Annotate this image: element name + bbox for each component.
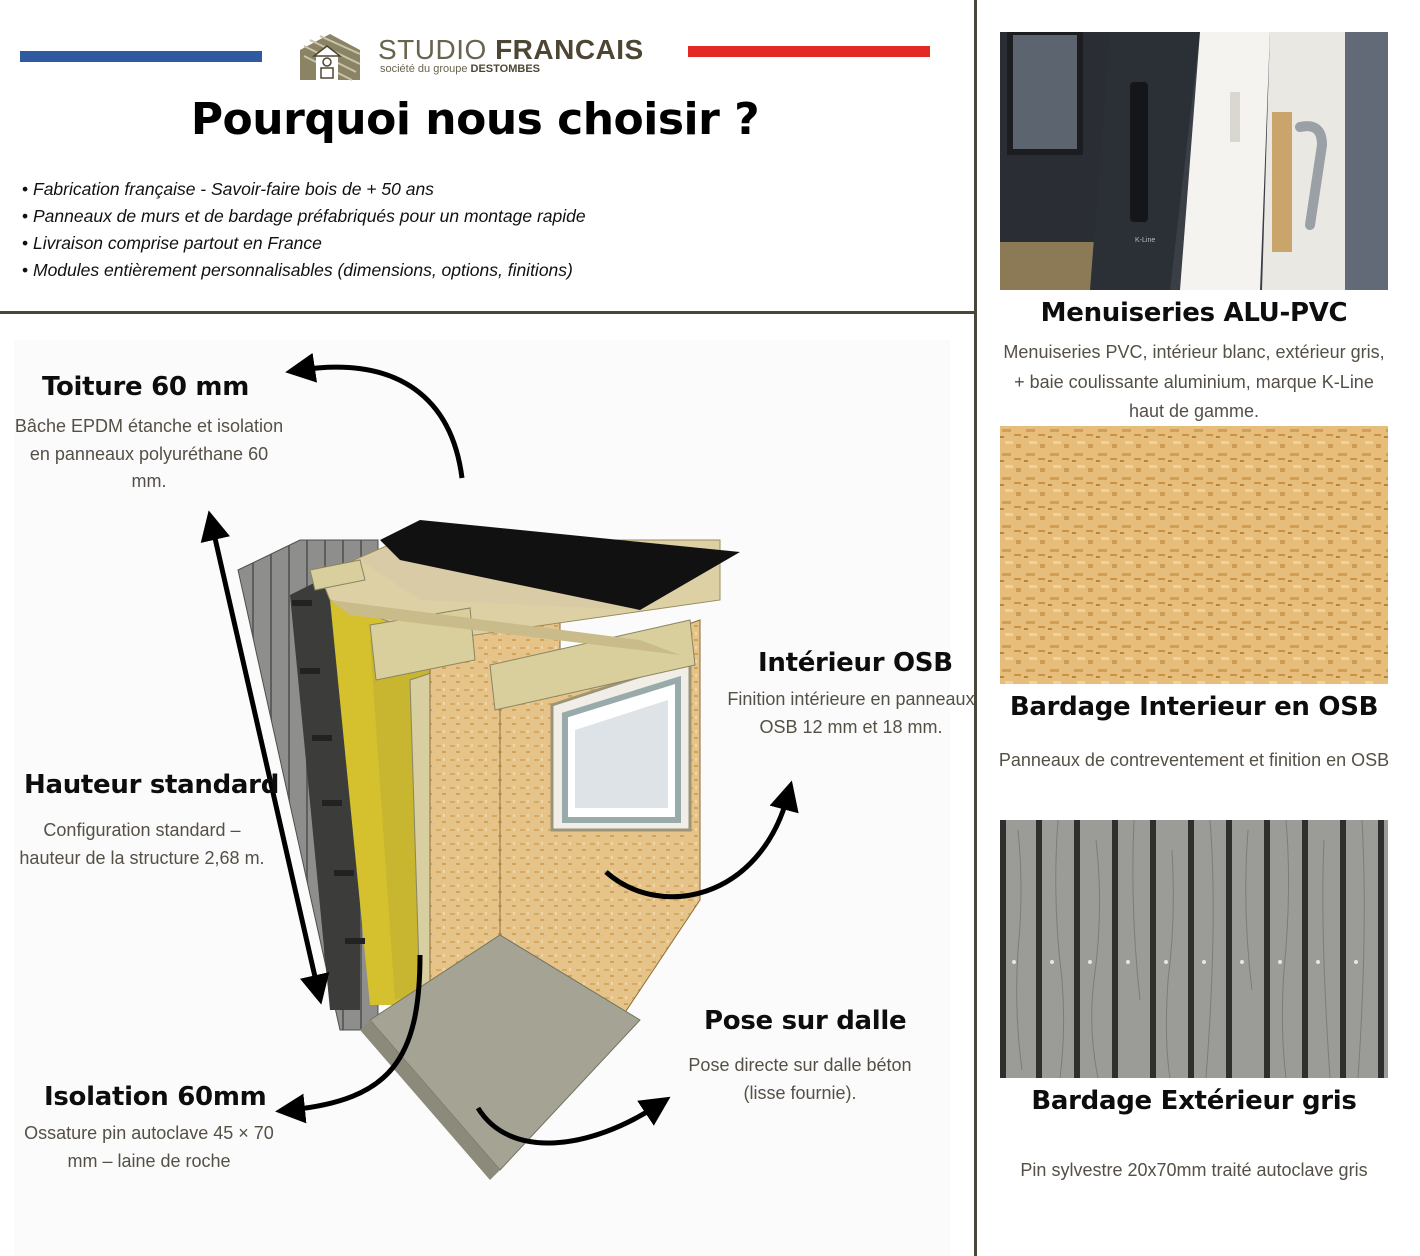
studio-francais-logo[interactable] xyxy=(296,32,676,82)
kline-photo-label: K-Line xyxy=(1135,237,1156,244)
list-item: • Modules entièrement personnalisables (dimensions, options, finitions) xyxy=(22,257,962,284)
toiture-description: Bâche EPDM étanche et isolation en panneaux polyuréthane 60 mm. xyxy=(14,416,284,491)
logo-tagline: société du groupe DESTOMBES xyxy=(380,63,540,75)
page-title: Pourquoi nous choisir ? xyxy=(190,94,760,145)
list-item: • Panneaux de murs et de bardage préfabriqués pour un montage rapide xyxy=(22,203,962,230)
toiture-title: Toiture 60 mm xyxy=(42,372,250,402)
vertical-divider xyxy=(974,0,977,1256)
osb-texture-photo xyxy=(1000,426,1388,684)
hauteur-title: Hauteur standard xyxy=(24,770,280,800)
bardage-exterieur-title: Bardage Extérieur gris xyxy=(1031,1086,1357,1116)
flag-stripe-red xyxy=(688,46,930,57)
horizontal-divider xyxy=(0,311,976,314)
bardage-exterieur-description: Pin sylvestre 20x70mm traité autoclave gris xyxy=(1020,1160,1368,1180)
grey-siding-photo xyxy=(1000,820,1388,1078)
interieur-description: Finition intérieure en panneaux OSB 12 mm et 18 mm. xyxy=(727,689,975,737)
pose-title: Pose sur dalle xyxy=(704,1006,907,1036)
isolation-title: Isolation 60mm xyxy=(44,1082,267,1112)
isolation-description: Ossature pin autoclave 45 × 70 mm – laine de roche xyxy=(24,1123,274,1171)
list-item: • Livraison comprise partout en France xyxy=(22,230,962,257)
flag-stripe-blue xyxy=(20,51,262,62)
bardage-interieur-title: Bardage Interieur en OSB xyxy=(1009,692,1379,722)
bardage-interieur-description: Panneaux de contreventement et finition en OSB xyxy=(998,750,1390,770)
menuiseries-title: Menuiseries ALU-PVC xyxy=(1040,298,1348,328)
menuiseries-photo xyxy=(1000,32,1388,290)
menuiseries-description: Menuiseries PVC, intérieur blanc, extérieur gris, + baie coulissante aluminium, marque K-Line haut de gamme. xyxy=(1003,342,1385,421)
hauteur-description: Configuration standard – hauteur de la structure 2,68 m. xyxy=(19,820,265,868)
advantages-list xyxy=(22,176,962,284)
house-logo-icon xyxy=(296,32,370,82)
interieur-title: Intérieur OSB xyxy=(758,648,953,678)
module-cutaway-diagram xyxy=(14,340,975,1256)
pose-description: Pose directe sur dalle béton (lisse fournie). xyxy=(688,1055,912,1103)
list-item: • Fabrication française - Savoir-faire bois de + 50 ans xyxy=(22,176,962,203)
logo-brand-name: STUDIO FRANCAIS xyxy=(378,34,644,65)
